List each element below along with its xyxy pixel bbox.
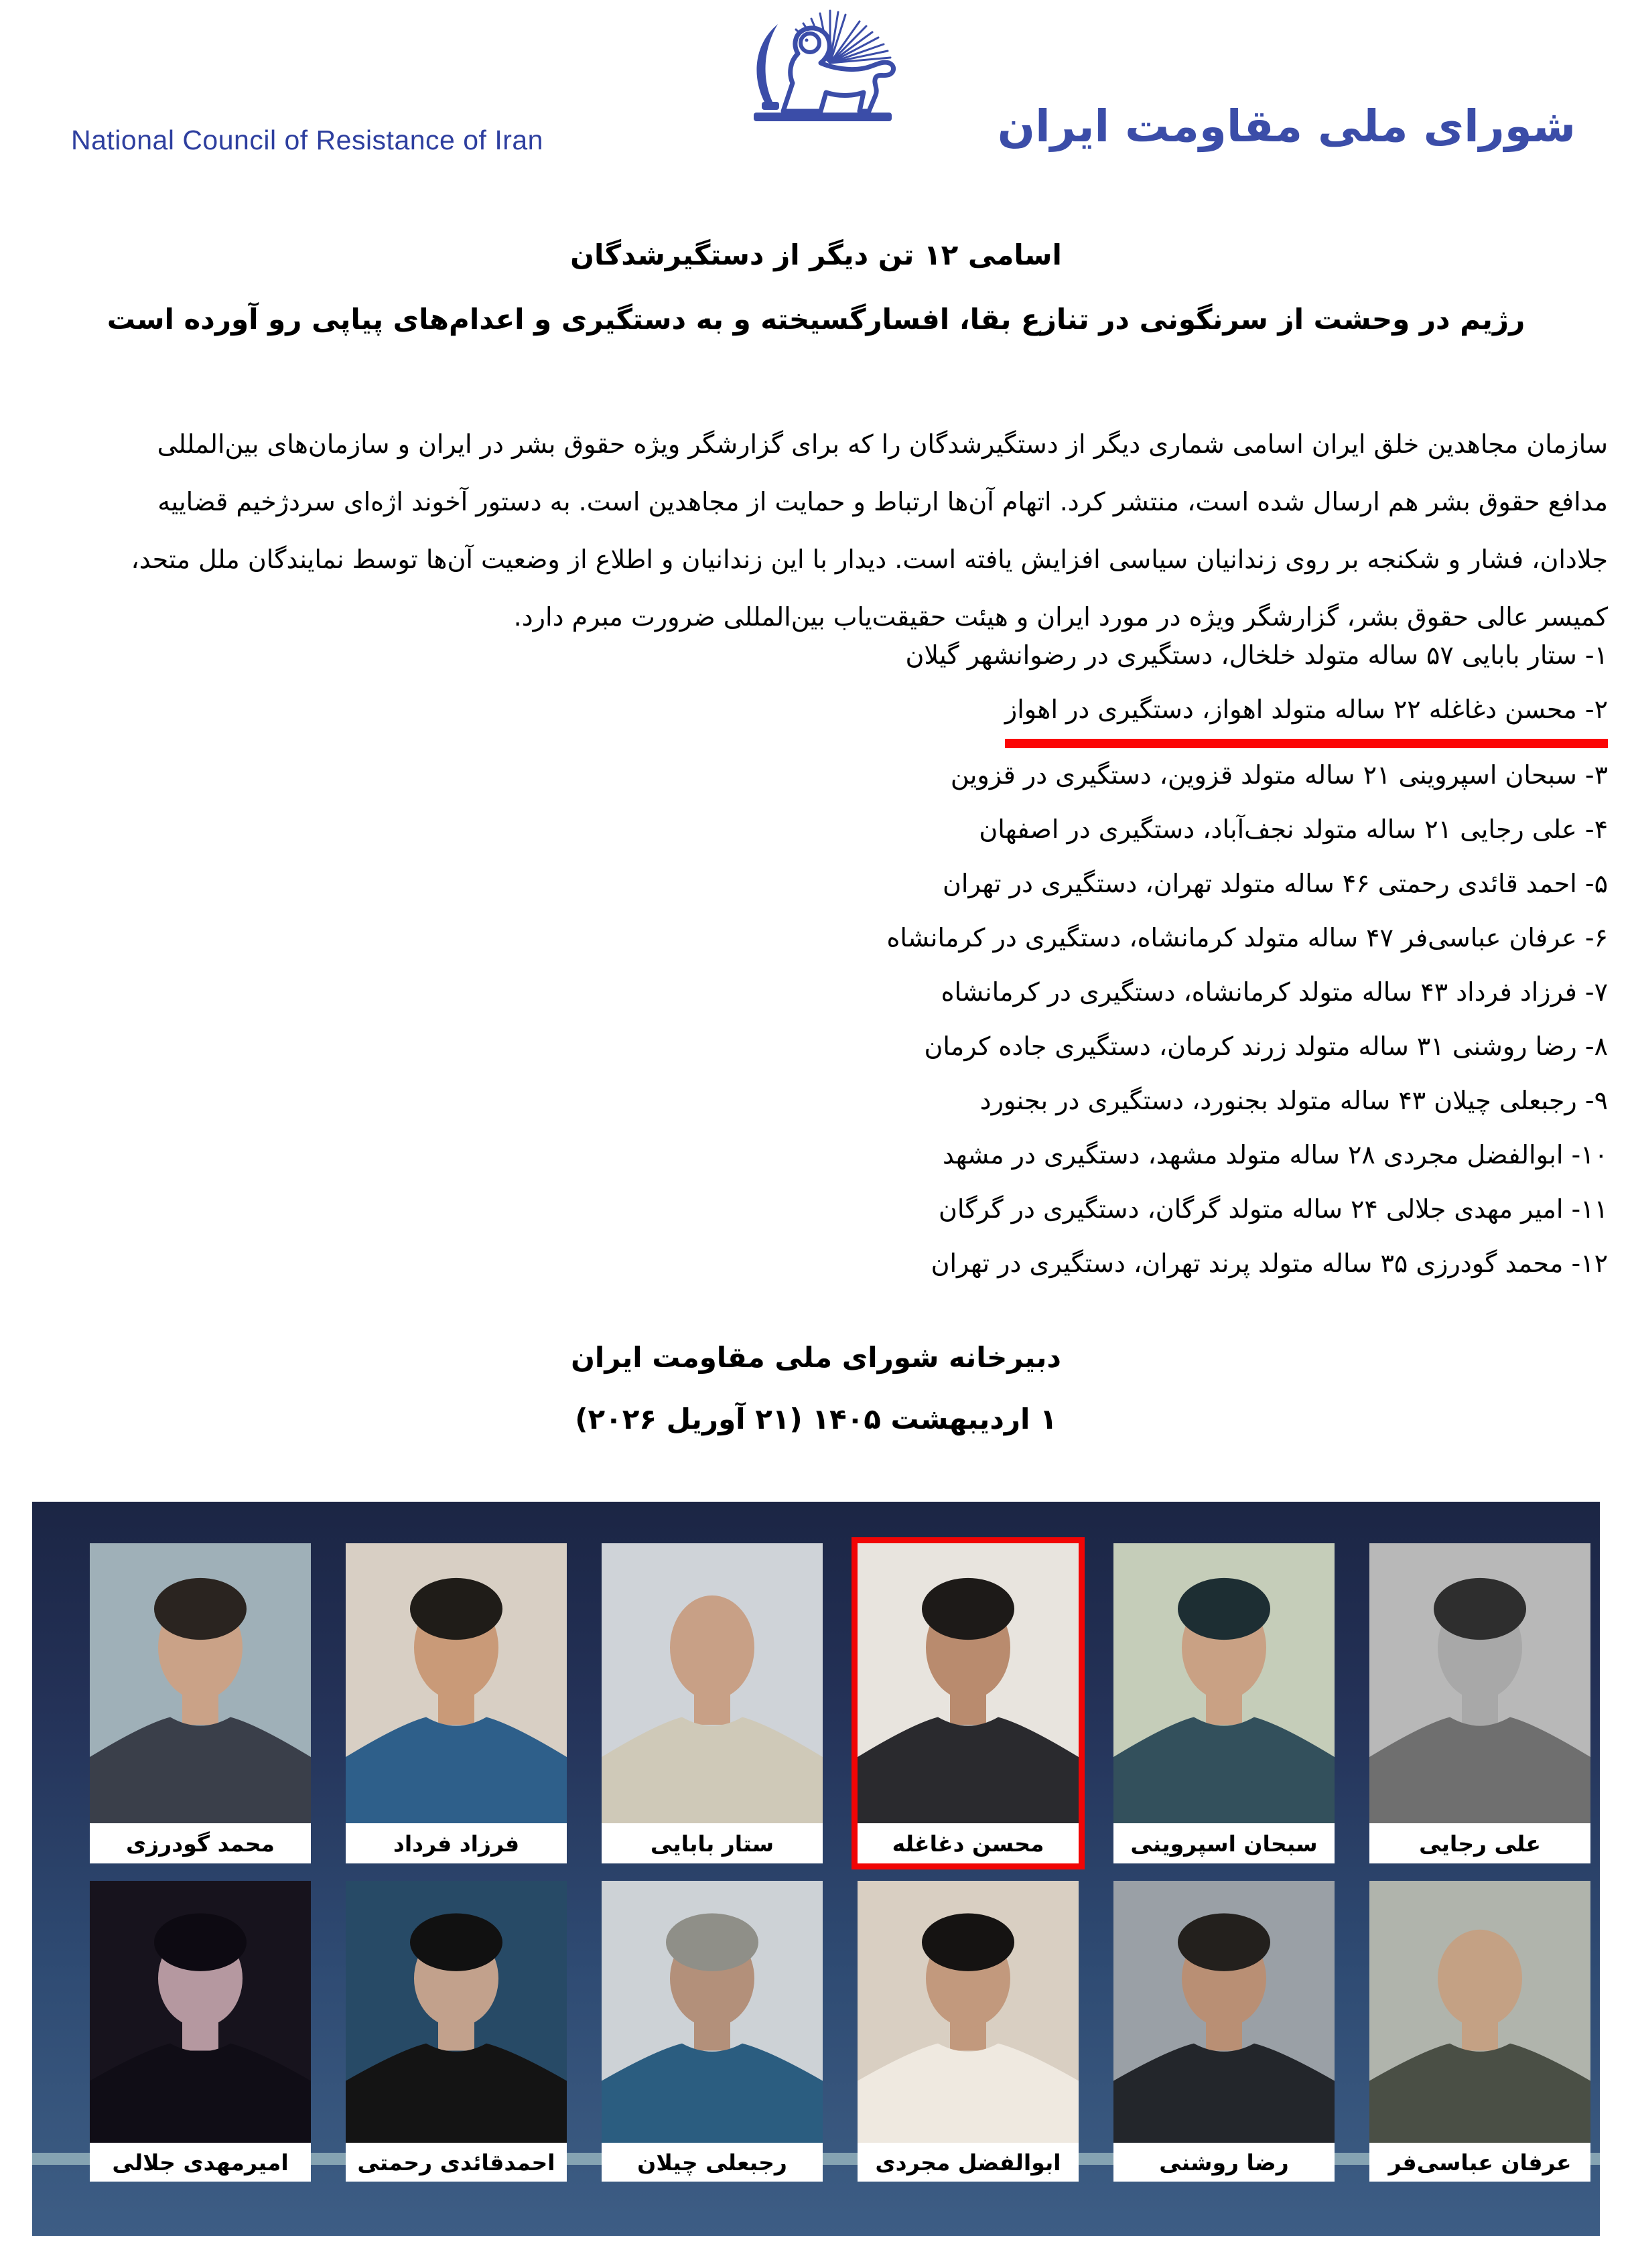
person-silhouette-icon	[858, 1881, 1079, 2143]
detainee-portrait-photo	[346, 1543, 567, 1823]
detainee-name-label: احمدقائدی رحمتی	[346, 2143, 567, 2182]
person-silhouette-icon	[90, 1881, 311, 2143]
detainee-portrait-photo	[1369, 1543, 1590, 1823]
detainee-photo-cell	[1369, 1881, 1590, 2182]
detainee-photo-cell	[90, 1881, 311, 2182]
detainee-name-label: امیرمهدی جلالی	[90, 2143, 311, 2182]
detainee-line-text: ۹- رجبعلی چیلان ۴۳ ساله متولد بجنورد، دستگیری در بجنورد	[979, 1086, 1608, 1115]
detainee-portrait-photo	[602, 1543, 823, 1823]
detainee-line	[24, 1182, 1608, 1236]
detainee-photo-cell	[602, 1881, 823, 2182]
detainee-line-highlighted	[24, 683, 1608, 748]
detainee-photo-cell-highlighted	[858, 1543, 1079, 1863]
detainee-photo-cell	[90, 1543, 311, 1863]
body-line: مدافع حقوق بشر هم ارسال شده است، منتشر کرد. اتهام آن‌ها ارتباط و حمایت از مجاهدین است. به دستور آخوند اژه‌ای سردژخیم قضاییه	[157, 487, 1608, 516]
detainee-name-label: محسن دغاغله	[858, 1823, 1079, 1863]
detainee-name-label: رجبعلی چیلان	[602, 2143, 823, 2182]
detainee-line	[24, 1019, 1608, 1074]
person-silhouette-icon	[602, 1881, 823, 2143]
detainee-list	[24, 628, 1608, 1291]
detainee-name-label: محمد گودرزی	[90, 1823, 311, 1863]
press-release-body	[24, 415, 1608, 646]
person-silhouette-icon	[1369, 1881, 1590, 2143]
detainee-line-text: ۴- علی رجایی ۲۱ ساله متولد نجف‌آباد، دستگیری در اصفهان	[979, 814, 1608, 844]
detainee-line	[24, 965, 1608, 1019]
person-silhouette-icon	[1369, 1543, 1590, 1823]
org-name-farsi: شورای ملی مقاومت ایران	[997, 100, 1576, 152]
detainee-name-label: فرزاد فرداد	[346, 1823, 567, 1863]
headline-line-1: اسامی ۱۲ تن دیگر از دستگیرشدگان	[570, 238, 1062, 271]
detainee-photo-cell	[1113, 1543, 1335, 1863]
detainee-line-text: ۱۲- محمد گودرزی ۳۵ ساله متولد پرند تهران، دستگیری در تهران	[931, 1249, 1608, 1278]
detainee-line	[24, 748, 1608, 802]
detainee-line	[24, 911, 1608, 965]
signature-date: ۱ اردیبهشت ۱۴۰۵ (۲۱ آوریل ۲۰۲۶)	[575, 1403, 1057, 1435]
detainee-photo-cell	[602, 1543, 823, 1863]
detainee-portrait-photo	[858, 1543, 1079, 1823]
person-silhouette-icon	[90, 1543, 311, 1823]
detainee-name-label: سبحان اسپروینی	[1113, 1823, 1335, 1863]
person-silhouette-icon	[858, 1543, 1079, 1823]
detainee-portrait-photo	[1113, 1881, 1335, 2143]
detainee-line	[24, 857, 1608, 911]
photo-grid	[32, 1502, 1600, 2236]
detainee-line-text: ۱- ستار بابایی ۵۷ ساله متولد خلخال، دستگیری در رضوانشهر گیلان	[905, 640, 1608, 670]
detainee-line-text: ۲- محسن دغاغله ۲۲ ساله متولد اهواز، دستگیری در اهواز	[1005, 683, 1608, 748]
detainee-line	[24, 628, 1608, 683]
detainee-name-label: عرفان عباسی‌فر	[1369, 2143, 1590, 2182]
detainee-line	[24, 802, 1608, 857]
person-silhouette-icon	[346, 1881, 567, 2143]
detainee-portrait-photo	[90, 1543, 311, 1823]
detainee-name-label: رضا روشنی	[1113, 2143, 1335, 2182]
detainee-line-text: ۶- عرفان عباسی‌فر ۴۷ ساله متولد کرمانشاه، دستگیری در کرمانشاه	[886, 923, 1608, 952]
detainee-line-text: ۳- سبحان اسپروینی ۲۱ ساله متولد قزوین، دستگیری در قزوین	[950, 760, 1608, 790]
detainee-photo-cell	[346, 1543, 567, 1863]
detainee-photo-cell	[1113, 1881, 1335, 2182]
org-name-english: National Council of Resistance of Iran	[71, 125, 543, 155]
headline-line-2: رژیم در وحشت از سرنگونی در تنازع بقا، افسارگسیخته و به دستگیری و اعدام‌های پیاپی رو آورده است	[107, 303, 1525, 336]
detainee-line	[24, 1236, 1608, 1291]
person-silhouette-icon	[602, 1543, 823, 1823]
detainee-name-label: ستار بابایی	[602, 1823, 823, 1863]
detainee-portrait-photo	[346, 1881, 567, 2143]
body-line: جلادان، فشار و شکنجه بر روی زندانیان سیاسی افزایش یافته است. دیدار با این زندانیان و اطلاع از وضعیت آن‌ها توسط نمایندگان ملل متحد،	[131, 545, 1608, 574]
person-silhouette-icon	[1113, 1543, 1335, 1823]
body-line: کمیسر عالی حقوق بشر، گزارشگر ویژه در مورد ایران و هیئت حقیقت‌یاب بین‌المللی ضرورت مبرم دارد.	[513, 602, 1608, 632]
detainee-line-text: ۸- رضا روشنی ۳۱ ساله متولد زرند کرمان، دستگیری جاده کرمان	[924, 1032, 1608, 1061]
body-line: سازمان مجاهدین خلق ایران اسامی شماری دیگر از دستگیرشدگان را که برای گزارشگر ویژه حقوق بشر در ایران و سازمان‌های بین‌المللی	[157, 429, 1608, 459]
detainee-photo-cell	[1369, 1543, 1590, 1863]
person-silhouette-icon	[346, 1543, 567, 1823]
detainee-name-label: ابوالفضل مجردی	[858, 2143, 1079, 2182]
detainee-line-text: ۷- فرزاد فرداد ۴۳ ساله متولد کرمانشاه، دستگیری در کرمانشاه	[941, 977, 1608, 1007]
person-silhouette-icon	[1113, 1881, 1335, 2143]
detainee-portrait-photo	[858, 1881, 1079, 2143]
signature-org: دبیرخانه شورای ملی مقاومت ایران	[571, 1341, 1061, 1374]
detainee-photo-cell	[346, 1881, 567, 2182]
detainee-photo-cell	[858, 1881, 1079, 2182]
detainee-line-text: ۱۰- ابوالفضل مجردی ۲۸ ساله متولد مشهد، دستگیری در مشهد	[942, 1140, 1608, 1170]
detainee-name-label: علی رجایی	[1369, 1823, 1590, 1863]
detainee-portrait-photo	[1113, 1543, 1335, 1823]
detainee-portrait-photo	[1369, 1881, 1590, 2143]
detainee-line-text: ۵- احمد قائدی رحمتی ۴۶ ساله متولد تهران، دستگیری در تهران	[943, 869, 1608, 898]
detainee-portrait-photo	[602, 1881, 823, 2143]
detainee-line-text: ۱۱- امیر مهدی جلالی ۲۴ ساله متولد گرگان، دستگیری در گرگان	[938, 1194, 1608, 1224]
detainee-line	[24, 1074, 1608, 1128]
detainee-portrait-photo	[90, 1881, 311, 2143]
detainee-line	[24, 1128, 1608, 1182]
lion-and-sun-logo-icon	[731, 4, 912, 129]
